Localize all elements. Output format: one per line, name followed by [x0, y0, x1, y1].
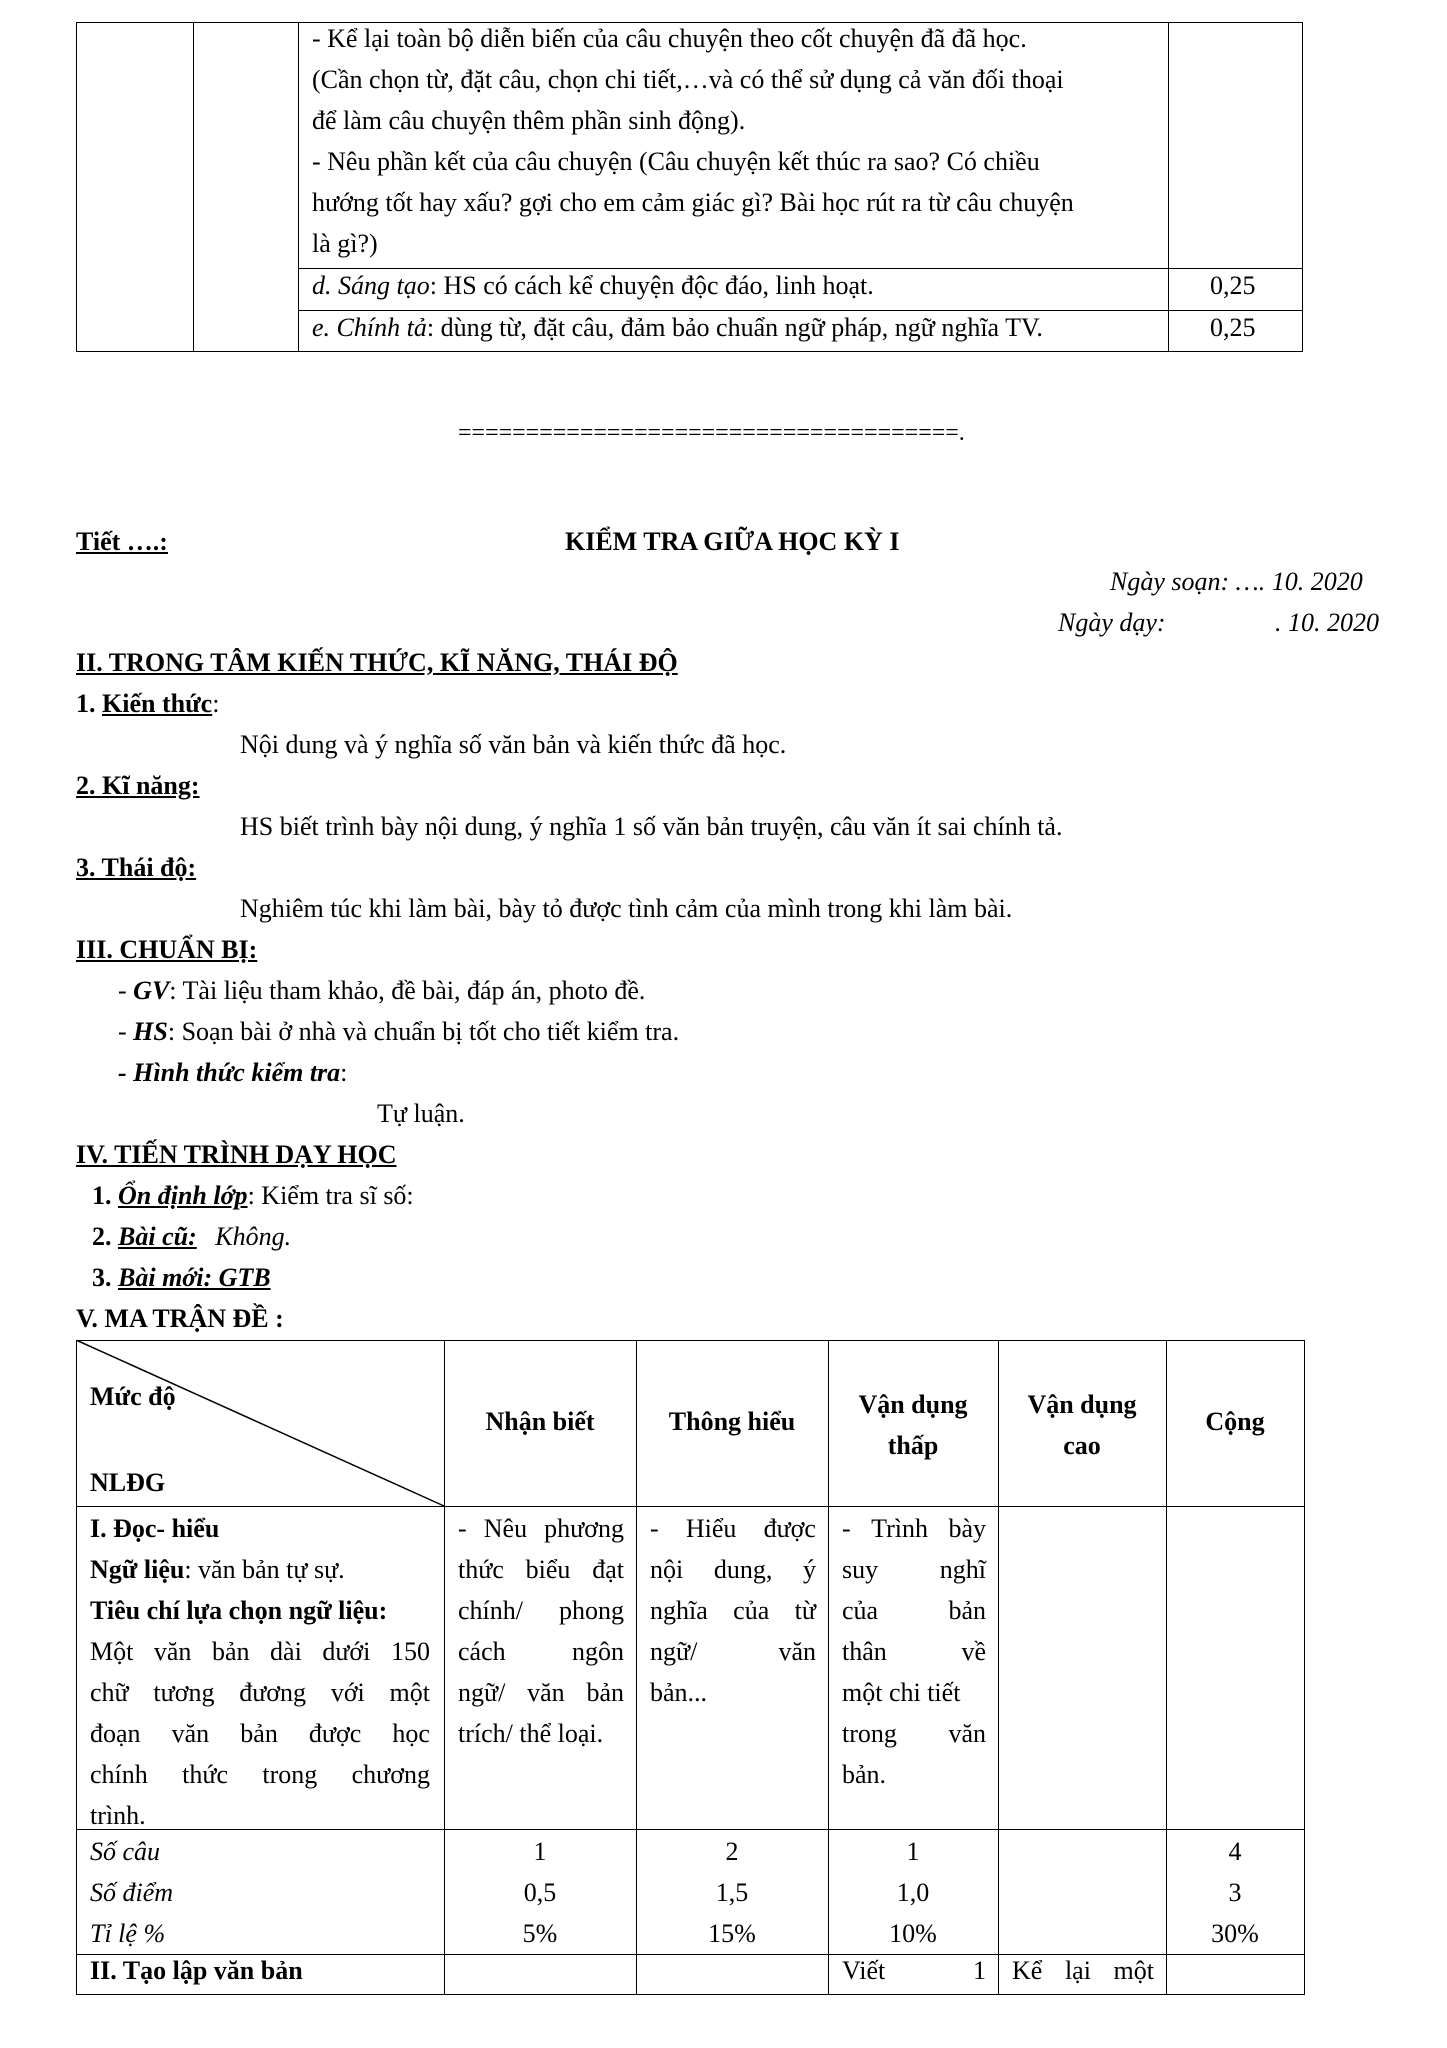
desc-line: chữ tương đương với một — [90, 1678, 430, 1707]
header-vd-thap-line: thấp — [887, 1431, 939, 1460]
prep-date: Ngày soạn: …. 10. 2020 — [1110, 567, 1363, 596]
rubric-line: - Kể lại toàn bộ diễn biến của câu chuyện theo cốt chuyện đã đã học. — [312, 24, 1027, 53]
ngu-lieu-text: : văn bản tự sự. — [184, 1555, 345, 1584]
thong-hieu-cell: - Hiểu được nội dung, ý nghĩa của từ ngữ/ văn bản... — [650, 1514, 816, 1707]
section-iv-title: IV. TIẾN TRÌNH DẠY HỌC — [76, 1140, 397, 1169]
lesson-number: Tiết ….: — [76, 527, 168, 556]
prep-form-value: Tự luận. — [377, 1099, 465, 1128]
writing-vd-thap: Viết 1 — [842, 1956, 986, 1985]
rubric-row-d-label: d. Sáng tạo — [312, 271, 430, 300]
prep-form: - Hình thức kiểm tra: — [118, 1058, 348, 1087]
knowledge-colon: : — [212, 689, 220, 718]
header-vd-cao-line: Vận dụng — [1027, 1390, 1137, 1419]
skill-text: HS biết trình bày nội dung, ý nghĩa 1 số văn bản truyện, câu văn ít sai chính tả. — [240, 812, 1063, 841]
knowledge-label: Kiến thức — [102, 689, 213, 718]
section-v-title: V. MA TRẬN ĐỀ : — [76, 1304, 284, 1333]
stats-label-ti-le: Tỉ lệ % — [90, 1919, 166, 1948]
nhan-biet-cell: - Nêu phương thức biểu đạt chính/ phong cách ngôn ngữ/ văn bản trích/ thể loại. — [458, 1514, 624, 1748]
desc-line: đoạn văn bản được học — [90, 1719, 430, 1748]
corner-competency-label: NLĐG — [90, 1468, 166, 1497]
writing-title: II. Tạo lập văn bản — [90, 1956, 303, 1985]
rubric-line: (Cần chọn từ, đặt câu, chọn chi tiết,…và có thể sử dụng cả văn đối thoại — [312, 65, 1064, 94]
assessment-matrix — [76, 1340, 1305, 1995]
rubric-line: - Nêu phần kết của câu chuyện (Câu chuyện kết thúc ra sao? Có chiều — [312, 147, 1040, 176]
rubric-row-e-text: : dùng từ, đặt câu, đảm bảo chuẩn ngữ pháp, ngữ nghĩa TV. — [426, 313, 1043, 342]
rubric-line: là gì?) — [312, 229, 378, 258]
process-step-2-label: Bài cũ: — [118, 1222, 197, 1251]
rubric-table — [76, 22, 1303, 352]
prep-gv: - GV: Tài liệu tham khảo, đề bài, đáp án, photo đề. — [118, 976, 646, 1005]
rubric-row-d-text: : HS có cách kể chuyện độc đáo, linh hoạt. — [429, 271, 874, 300]
vd-thap-cell: - Trình bày suy nghĩ của bản thân về một chi tiết trong văn bản. — [842, 1514, 986, 1789]
rubric-line: hướng tốt hay xấu? gợi cho em cảm giác gì? Bài học rút ra từ câu chuyện — [312, 188, 1074, 217]
reading-cell — [90, 1508, 430, 1836]
section-iii-title: III. CHUẨN BỊ: — [76, 935, 258, 964]
teach-date: . 10. 2020 — [1275, 608, 1379, 637]
reading-title: I. Đọc- hiểu — [90, 1514, 220, 1543]
process-step-1-number: 1. — [92, 1181, 112, 1210]
ngu-lieu-label: Ngữ liệu — [90, 1555, 185, 1584]
writing-vd-cao: Kể lại một — [1012, 1956, 1154, 1985]
exam-title: KIỂM TRA GIỮA HỌC KỲ I — [565, 527, 900, 556]
stats-vd-thap: 1 1,0 10% — [889, 1837, 937, 1948]
rubric-row-e-label: e. Chính tả — [312, 313, 427, 342]
desc-line: trình. — [90, 1801, 146, 1830]
process-step-1 — [92, 1181, 414, 1211]
stats-label-so-diem: Số điểm — [90, 1878, 174, 1907]
desc-line: Một văn bản dài dưới 150 — [90, 1637, 430, 1666]
stats-label-so-cau: Số câu — [90, 1837, 161, 1866]
teach-date-label: Ngày dạy: — [1058, 608, 1166, 637]
process-step-1-label: Ổn định lớp — [118, 1181, 248, 1210]
process-step-2 — [92, 1222, 291, 1252]
corner-level-label: Mức độ — [90, 1382, 176, 1411]
stats-cong: 4 3 30% — [1211, 1837, 1259, 1948]
header-vd-cao — [998, 1384, 1166, 1466]
stats-nhan-biet: 1 0,5 5% — [522, 1837, 558, 1948]
attitude-heading: 3. Thái độ: — [76, 853, 197, 882]
stats-labels — [90, 1831, 173, 1954]
skill-heading: 2. Kĩ năng: — [76, 771, 200, 800]
process-step-3-label: Bài mới: GTB — [118, 1263, 271, 1292]
process-step-3 — [92, 1263, 271, 1293]
rubric-row-d-score: 0,25 — [1210, 271, 1256, 300]
rubric-row-e — [312, 313, 1043, 343]
section-ii-title: II. TRONG TÂM KIẾN THỨC, KĨ NĂNG, THÁI ĐỘ — [76, 648, 678, 677]
header-cong: Cộng — [1205, 1407, 1265, 1436]
prep-gv-label: GV — [133, 976, 170, 1005]
header-nhan-biet: Nhận biết — [485, 1407, 595, 1436]
prep-gv-text: : Tài liệu tham khảo, đề bài, đáp án, photo đề. — [169, 976, 646, 1005]
rubric-row-d — [312, 271, 874, 301]
prep-hs: - HS: Soạn bài ở nhà và chuẩn bị tốt cho tiết kiểm tra. — [118, 1017, 680, 1046]
ngu-lieu-line — [90, 1549, 430, 1590]
process-step-2-text: Không. — [215, 1222, 292, 1251]
knowledge-heading — [76, 689, 219, 719]
desc-line: chính thức trong chương — [90, 1760, 430, 1789]
process-step-1-text: : Kiểm tra sĩ số: — [247, 1181, 414, 1210]
tieu-chi-label: Tiêu chí lựa chọn ngữ liệu: — [90, 1596, 388, 1625]
knowledge-number: 1. — [76, 689, 96, 718]
rubric-line: để làm câu chuyện thêm phần sinh động). — [312, 106, 746, 135]
prep-form-label: Hình thức kiểm tra — [133, 1058, 341, 1087]
stats-thong-hieu: 2 1,5 15% — [708, 1837, 756, 1948]
header-thong-hieu: Thông hiểu — [668, 1407, 796, 1436]
prep-hs-label: HS — [133, 1017, 168, 1046]
process-step-2-number: 2. — [92, 1222, 112, 1251]
header-vd-thap — [828, 1384, 998, 1466]
rubric-row-e-score: 0,25 — [1210, 313, 1256, 342]
prep-hs-text: : Soạn bài ở nhà và chuẩn bị tốt cho tiết kiểm tra. — [167, 1017, 680, 1046]
header-vd-thap-line: Vận dụng — [858, 1390, 968, 1419]
attitude-text: Nghiêm túc khi làm bài, bày tỏ được tình cảm của mình trong khi làm bài. — [240, 894, 1013, 923]
process-step-3-number: 3. — [92, 1263, 112, 1292]
separator: =====================================. — [458, 420, 965, 446]
knowledge-text: Nội dung và ý nghĩa số văn bản và kiến thức đã học. — [240, 730, 787, 759]
prep-form-colon: : — [340, 1058, 348, 1087]
header-vd-cao-line: cao — [1063, 1431, 1101, 1460]
